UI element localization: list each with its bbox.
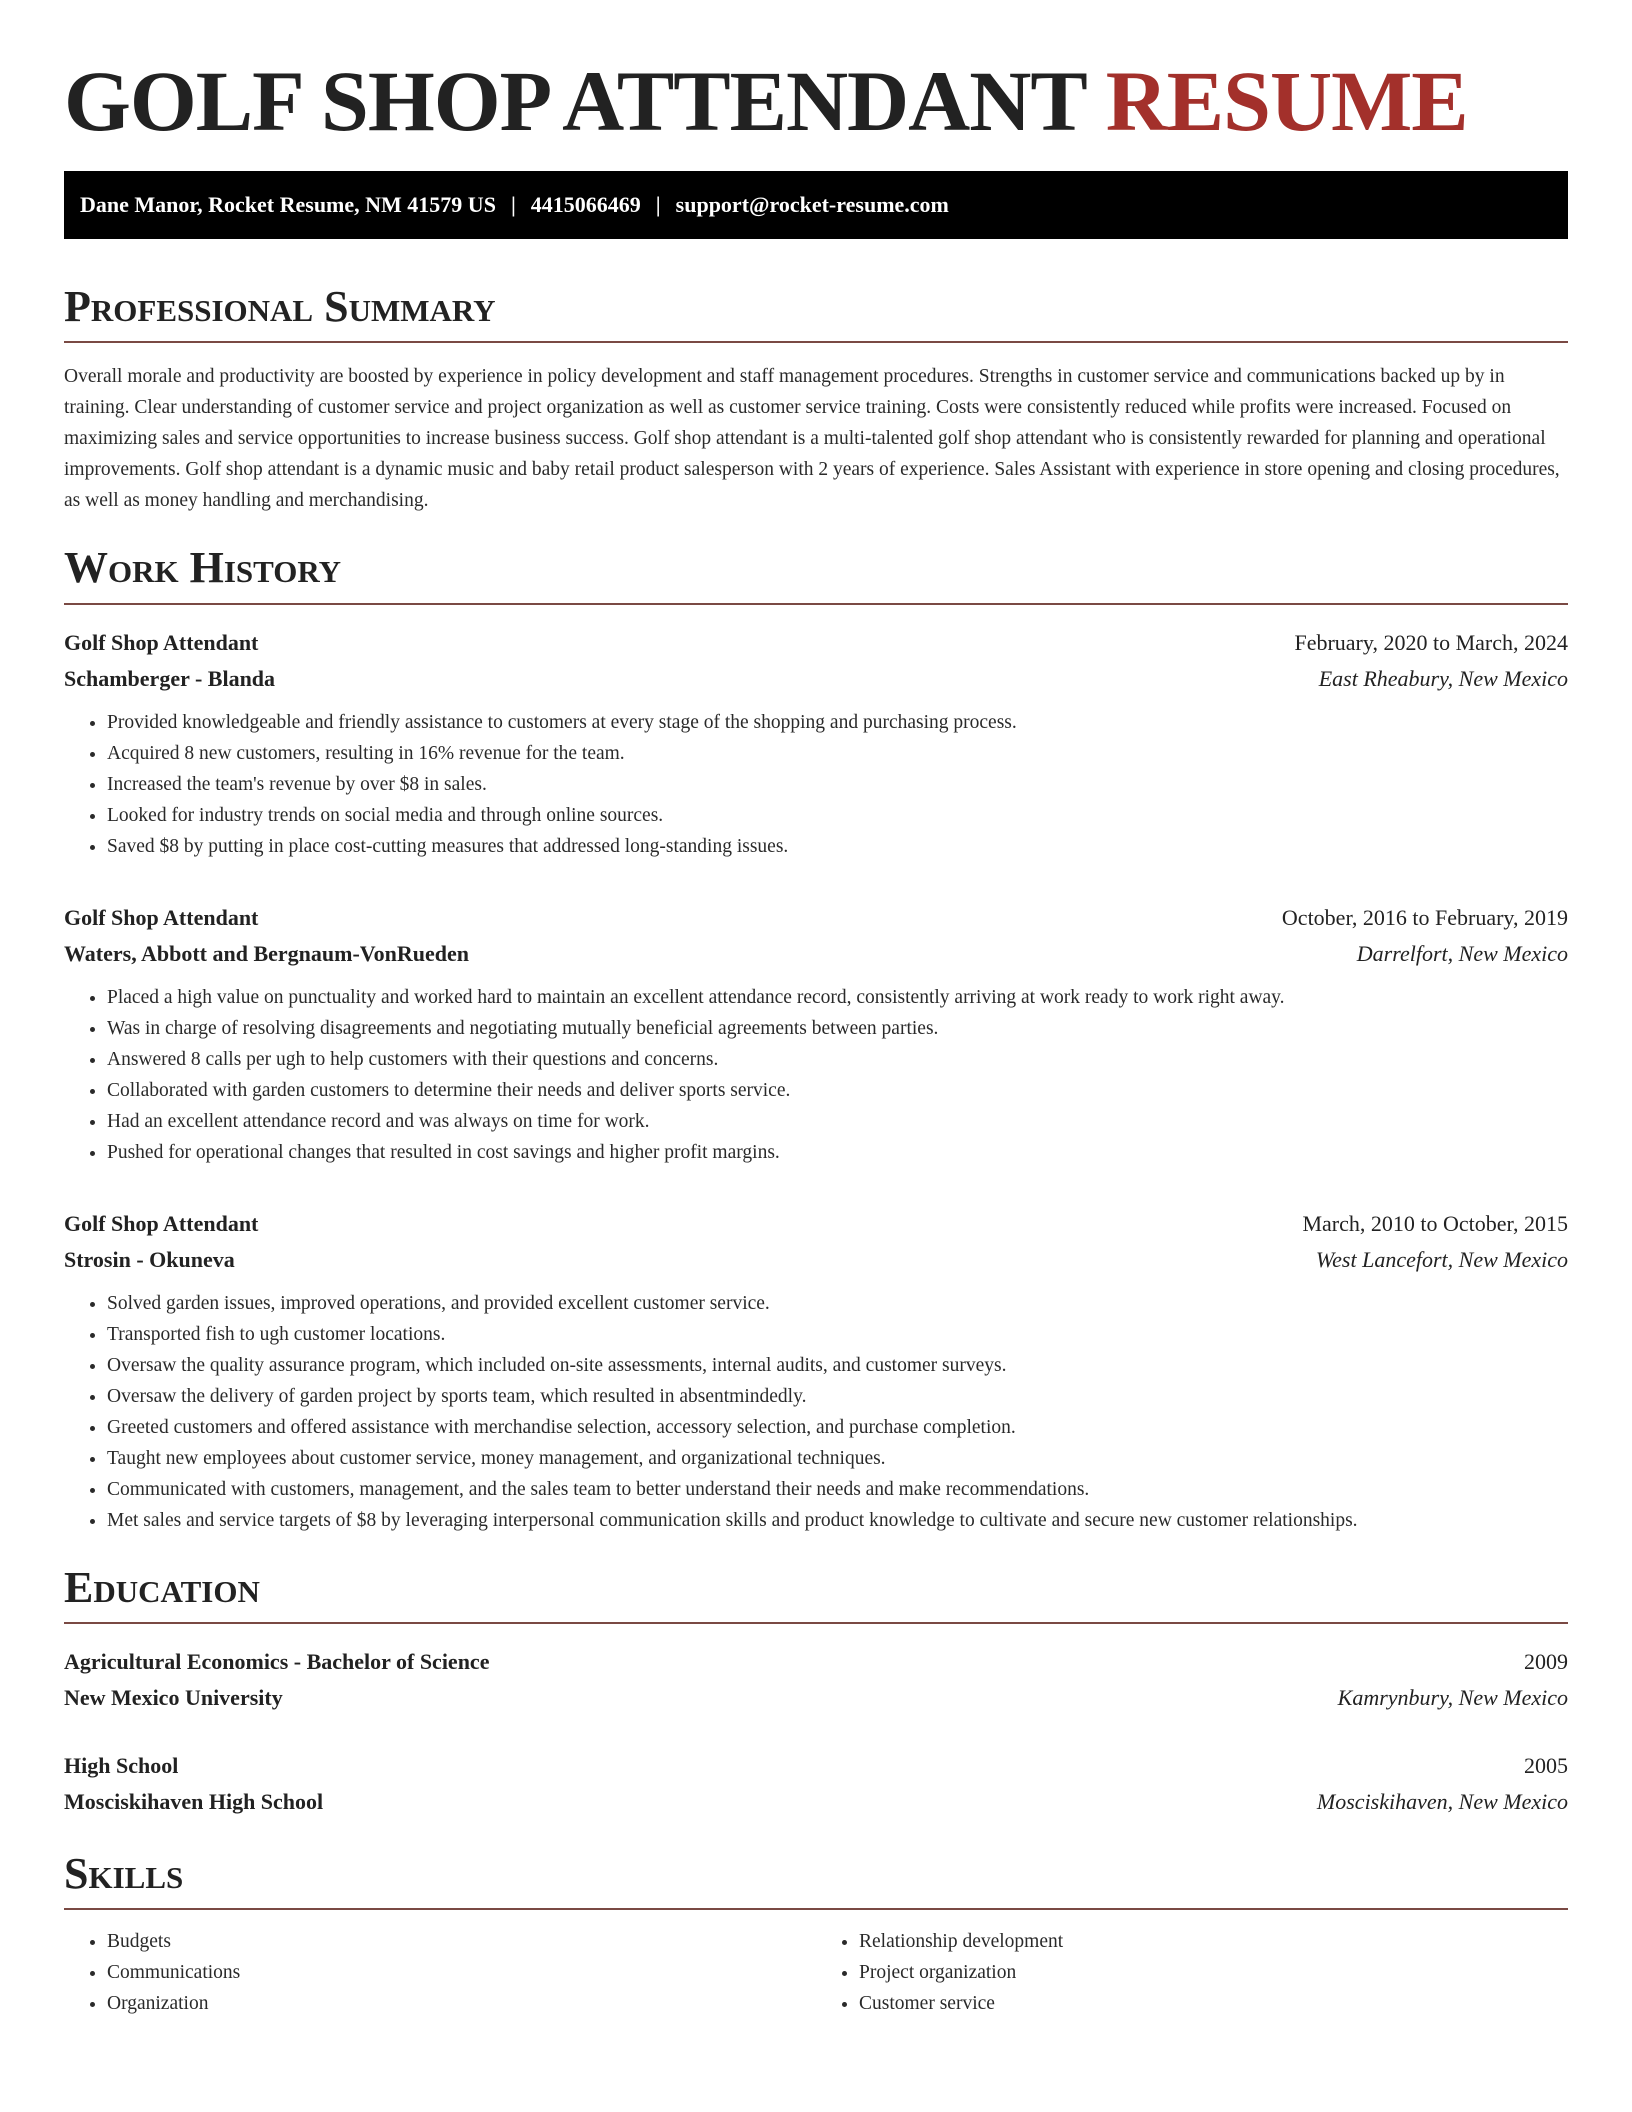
education-list xyxy=(64,1644,1568,1820)
job-title: Golf Shop Attendant xyxy=(64,629,259,655)
job-bullet: • Looked for industry trends on social media and through online sources. xyxy=(107,800,1568,831)
contact-address: Dane Manor, Rocket Resume, NM 41579 US xyxy=(80,191,496,217)
job-title: Golf Shop Attendant xyxy=(64,904,259,930)
contact-phone: 4415066469 xyxy=(530,191,641,217)
job-bullet: • Oversaw the delivery of garden project by sports team, which resulted in absentmindedly. xyxy=(107,1381,1568,1412)
job-bullet: • Transported fish to ugh customer locations. xyxy=(107,1319,1568,1350)
title-accent: RESUME xyxy=(1105,53,1468,149)
job-dates: February, 2020 to March, 2024 xyxy=(1294,629,1568,655)
job-bullet: • Increased the team's revenue by over $8 in sales. xyxy=(107,769,1568,800)
skills-grid xyxy=(64,1926,1568,2019)
job-bullet: • Oversaw the quality assurance program, which included on-site assessments, internal audits, and customer surveys. xyxy=(107,1350,1568,1381)
work-history-section xyxy=(64,544,1568,1535)
education-school: New Mexico University xyxy=(64,1685,283,1711)
job-dates: October, 2016 to February, 2019 xyxy=(1281,904,1568,930)
resume-title xyxy=(64,52,1568,151)
job-bullet: • Answered 8 calls per ugh to help customers with their questions and concerns. xyxy=(107,1044,1568,1075)
job-bullet: • Collaborated with garden customers to determine their needs and deliver sports service. xyxy=(107,1075,1568,1106)
job-company: Waters, Abbott and Bergnaum-VonRueden xyxy=(64,940,470,966)
job-company-row xyxy=(64,936,1568,972)
job-dates: March, 2010 to October, 2015 xyxy=(1302,1210,1568,1236)
job-title: Golf Shop Attendant xyxy=(64,1210,259,1236)
education-section xyxy=(64,1564,1568,1820)
job-title-row xyxy=(64,625,1568,661)
section-heading: Work History xyxy=(64,544,1568,604)
contact-separator: | xyxy=(510,191,516,217)
education-degree-row xyxy=(64,1748,1568,1784)
contact-email: support@rocket-resume.com xyxy=(675,191,949,217)
education-school-row xyxy=(64,1680,1568,1716)
job-bullet: • Met sales and service targets of $8 by leveraging interpersonal communication skills and product knowledge to cultivate and secure new customer relationships. xyxy=(107,1505,1568,1536)
job-bullet: • Provided knowledgeable and friendly assistance to customers at every stage of the shopping and purchasing process. xyxy=(107,707,1568,738)
job-company: Strosin - Okuneva xyxy=(64,1246,235,1272)
job-location: East Rheabury, New Mexico xyxy=(1318,665,1568,691)
professional-summary-section xyxy=(64,283,1568,516)
education-degree: High School xyxy=(64,1753,179,1779)
education-entry xyxy=(64,1644,1568,1716)
job-title-row xyxy=(64,900,1568,936)
job-bullet: • Acquired 8 new customers, resulting in 16% revenue for the team. xyxy=(107,738,1568,769)
job-entry xyxy=(64,1206,1568,1536)
title-main: GOLF SHOP ATTENDANT xyxy=(64,53,1086,149)
job-bullet: • Had an excellent attendance record and was always on time for work. xyxy=(107,1106,1568,1137)
job-bullet: • Was in charge of resolving disagreements and negotiating mutually beneficial agreements between parties. xyxy=(107,1013,1568,1044)
skill-item: • Budgets xyxy=(107,1926,816,1957)
skills-column-left xyxy=(64,1926,816,2019)
section-heading: Professional Summary xyxy=(64,283,1568,343)
education-location: Kamrynbury, New Mexico xyxy=(1337,1685,1568,1711)
job-location: Darrelfort, New Mexico xyxy=(1356,940,1568,966)
education-degree-row xyxy=(64,1644,1568,1680)
skill-item: • Organization xyxy=(107,1988,816,2019)
skill-item: • Communications xyxy=(107,1957,816,1988)
job-bullet: • Pushed for operational changes that resulted in cost savings and higher profit margins. xyxy=(107,1137,1568,1168)
job-company-row xyxy=(64,661,1568,697)
job-bullet: • Solved garden issues, improved operations, and provided excellent customer service. xyxy=(107,1288,1568,1319)
job-company-row xyxy=(64,1242,1568,1278)
job-bullet: • Taught new employees about customer service, money management, and organizational techniques. xyxy=(107,1443,1568,1474)
section-heading: Education xyxy=(64,1564,1568,1624)
job-bullets xyxy=(64,982,1568,1168)
education-location: Mosciskihaven, New Mexico xyxy=(1316,1789,1568,1815)
job-bullets xyxy=(64,1288,1568,1536)
job-bullet: • Communicated with customers, management, and the sales team to better understand their needs and make recommendations. xyxy=(107,1474,1568,1505)
section-heading: Skills xyxy=(64,1850,1568,1910)
job-entry xyxy=(64,900,1568,1168)
skill-item: • Relationship development xyxy=(859,1926,1568,1957)
job-bullets xyxy=(64,707,1568,862)
job-company: Schamberger - Blanda xyxy=(64,665,276,691)
job-entry xyxy=(64,625,1568,862)
education-year: 2009 xyxy=(1524,1649,1568,1675)
job-bullet: • Placed a high value on punctuality and worked hard to maintain an excellent attendance record, consistently arriving at work ready to work right away. xyxy=(107,982,1568,1013)
jobs-list xyxy=(64,625,1568,1536)
skill-item: • Project organization xyxy=(859,1957,1568,1988)
job-title-row xyxy=(64,1206,1568,1242)
job-bullet: • Greeted customers and offered assistance with merchandise selection, accessory selection, and purchase completion. xyxy=(107,1412,1568,1443)
skill-item: • Customer service xyxy=(859,1988,1568,2019)
education-degree: Agricultural Economics - Bachelor of Science xyxy=(64,1649,490,1675)
education-school: Mosciskihaven High School xyxy=(64,1789,324,1815)
skills-section xyxy=(64,1850,1568,2019)
education-entry xyxy=(64,1748,1568,1820)
summary-text: Overall morale and productivity are boosted by experience in policy development and staff management procedures. Strengths in customer service and communications backed up by in training. Clear understanding of customer service and project organization as well as customer service training. Costs were consistently reduced while profits were increased. Focused on maximizing sales and service opportunities to increase business success. Golf shop attendant is a multi-talented golf shop attendant who is consistently rewarded for planning and operational improvements. Golf shop attendant is a dynamic music and baby retail product salesperson with 2 years of experience. Sales Assistant with experience in store opening and closing procedures, as well as money handling and merchandising. xyxy=(64,366,1560,512)
education-school-row xyxy=(64,1784,1568,1820)
job-bullet: • Saved $8 by putting in place cost-cutting measures that addressed long-standing issues. xyxy=(107,831,1568,862)
skills-column-right xyxy=(816,1926,1568,2019)
contact-bar xyxy=(64,171,1568,239)
job-location: West Lancefort, New Mexico xyxy=(1315,1246,1568,1272)
education-year: 2005 xyxy=(1524,1753,1568,1779)
contact-separator: | xyxy=(655,191,661,217)
